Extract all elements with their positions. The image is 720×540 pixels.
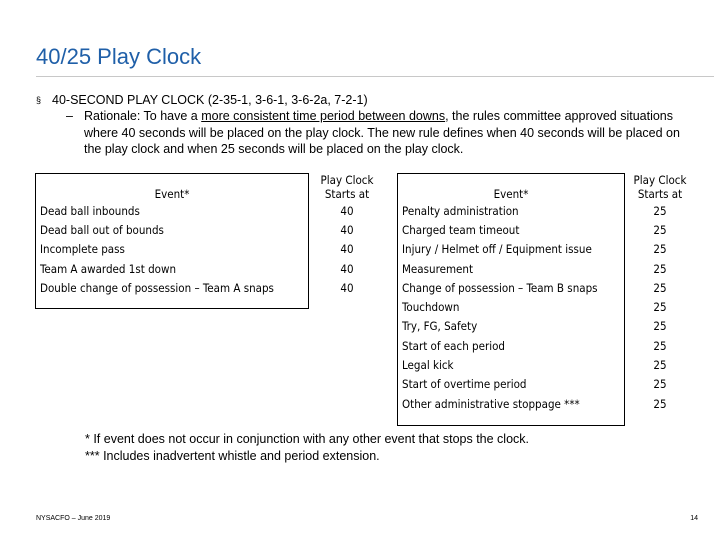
table-row [36, 201, 386, 220]
clock-cell: 25 [653, 319, 667, 334]
event-cell: Penalty administration [402, 203, 519, 218]
clock-cell: 25 [653, 300, 667, 315]
header-event: Event* [154, 187, 190, 201]
header-play-clock-line2: Starts at [637, 187, 683, 201]
event-cell: Start of each period [402, 338, 506, 353]
table-25-second-events [398, 173, 696, 413]
table-row [36, 240, 386, 259]
table-row [398, 240, 696, 259]
table-row [398, 355, 696, 374]
event-cell: Dead ball inbounds [40, 203, 140, 218]
table-header [36, 173, 386, 201]
clock-cell: 40 [340, 242, 354, 257]
clock-cell: 25 [653, 338, 667, 353]
clock-cell: 40 [340, 280, 354, 295]
event-cell: Legal kick [402, 358, 454, 373]
clock-cell: 25 [653, 377, 667, 392]
clock-cell: 25 [653, 280, 667, 295]
footnote-triple-asterisk: *** Includes inadvertent whistle and period extension. [85, 449, 380, 463]
footnote-single-asterisk: * If event does not occur in conjunction with any other event that stops the clock. [85, 432, 530, 446]
rationale-prefix: Rationale: To have a [84, 109, 202, 123]
header-event: Event* [493, 187, 529, 201]
footer-organization-date: NYSACFO – June 2019 [36, 515, 111, 522]
sub-bullet-dash: – [66, 109, 73, 123]
table-row [398, 220, 696, 239]
event-cell: Other administrative stoppage *** [402, 396, 580, 411]
header-play-clock [308, 173, 386, 201]
event-cell: Team A awarded 1st down [40, 261, 177, 276]
bullet-item [36, 93, 368, 107]
clock-cell: 40 [340, 222, 354, 237]
rationale-text [84, 108, 696, 158]
clock-cell: 40 [340, 203, 354, 218]
rationale-underlined: more consistent time period between downs [201, 109, 446, 123]
header-play-clock-line1: Play Clock [320, 173, 374, 187]
event-cell: Try, FG, Safety [402, 319, 478, 334]
table-row [398, 336, 696, 355]
header-play-clock-line1: Play Clock [633, 173, 687, 187]
table-row [398, 259, 696, 278]
table-row [36, 259, 386, 278]
table-row [398, 375, 696, 394]
clock-cell: 40 [340, 261, 354, 276]
event-cell: Charged team timeout [402, 222, 520, 237]
event-cell: Double change of possession – Team A snaps [40, 280, 274, 295]
table-header [398, 173, 696, 201]
event-cell: Injury / Helmet off / Equipment issue [402, 242, 592, 257]
event-cell: Change of possession – Team B snaps [402, 280, 598, 295]
clock-cell: 25 [653, 222, 667, 237]
table-row [36, 278, 386, 297]
page-number: 14 [690, 515, 698, 522]
event-cell: Touchdown [402, 300, 460, 315]
table-row [36, 220, 386, 239]
bullet-text: 40-SECOND PLAY CLOCK (2-35-1, 3-6-1, 3-6-2a, 7-2-1) [52, 93, 368, 107]
event-cell: Measurement [402, 261, 474, 276]
slide-title: 40/25 Play Clock [36, 44, 202, 69]
table-row [398, 278, 696, 297]
header-play-clock-line2: Starts at [324, 187, 370, 201]
clock-cell: 25 [653, 242, 667, 257]
table-40-second-events [36, 173, 386, 297]
bullet-square-icon: § [36, 95, 42, 105]
event-cell: Incomplete pass [40, 242, 125, 257]
table-row [398, 297, 696, 316]
title-divider [36, 76, 714, 77]
clock-cell: 25 [653, 396, 667, 411]
table-row [398, 201, 696, 220]
clock-cell: 25 [653, 203, 667, 218]
header-play-clock [624, 173, 696, 201]
clock-cell: 25 [653, 261, 667, 276]
event-cell: Dead ball out of bounds [40, 222, 164, 237]
event-cell: Start of overtime period [402, 377, 527, 392]
table-row [398, 394, 696, 413]
rationale-suffix: , the rules committee approved situations where 40 seconds will be placed on the play clock. The new rule defines when 40 seconds will be placed on the play clock and when 25 seconds will be placed on the play clock. [84, 109, 680, 156]
clock-cell: 25 [653, 358, 667, 373]
table-row [398, 317, 696, 336]
